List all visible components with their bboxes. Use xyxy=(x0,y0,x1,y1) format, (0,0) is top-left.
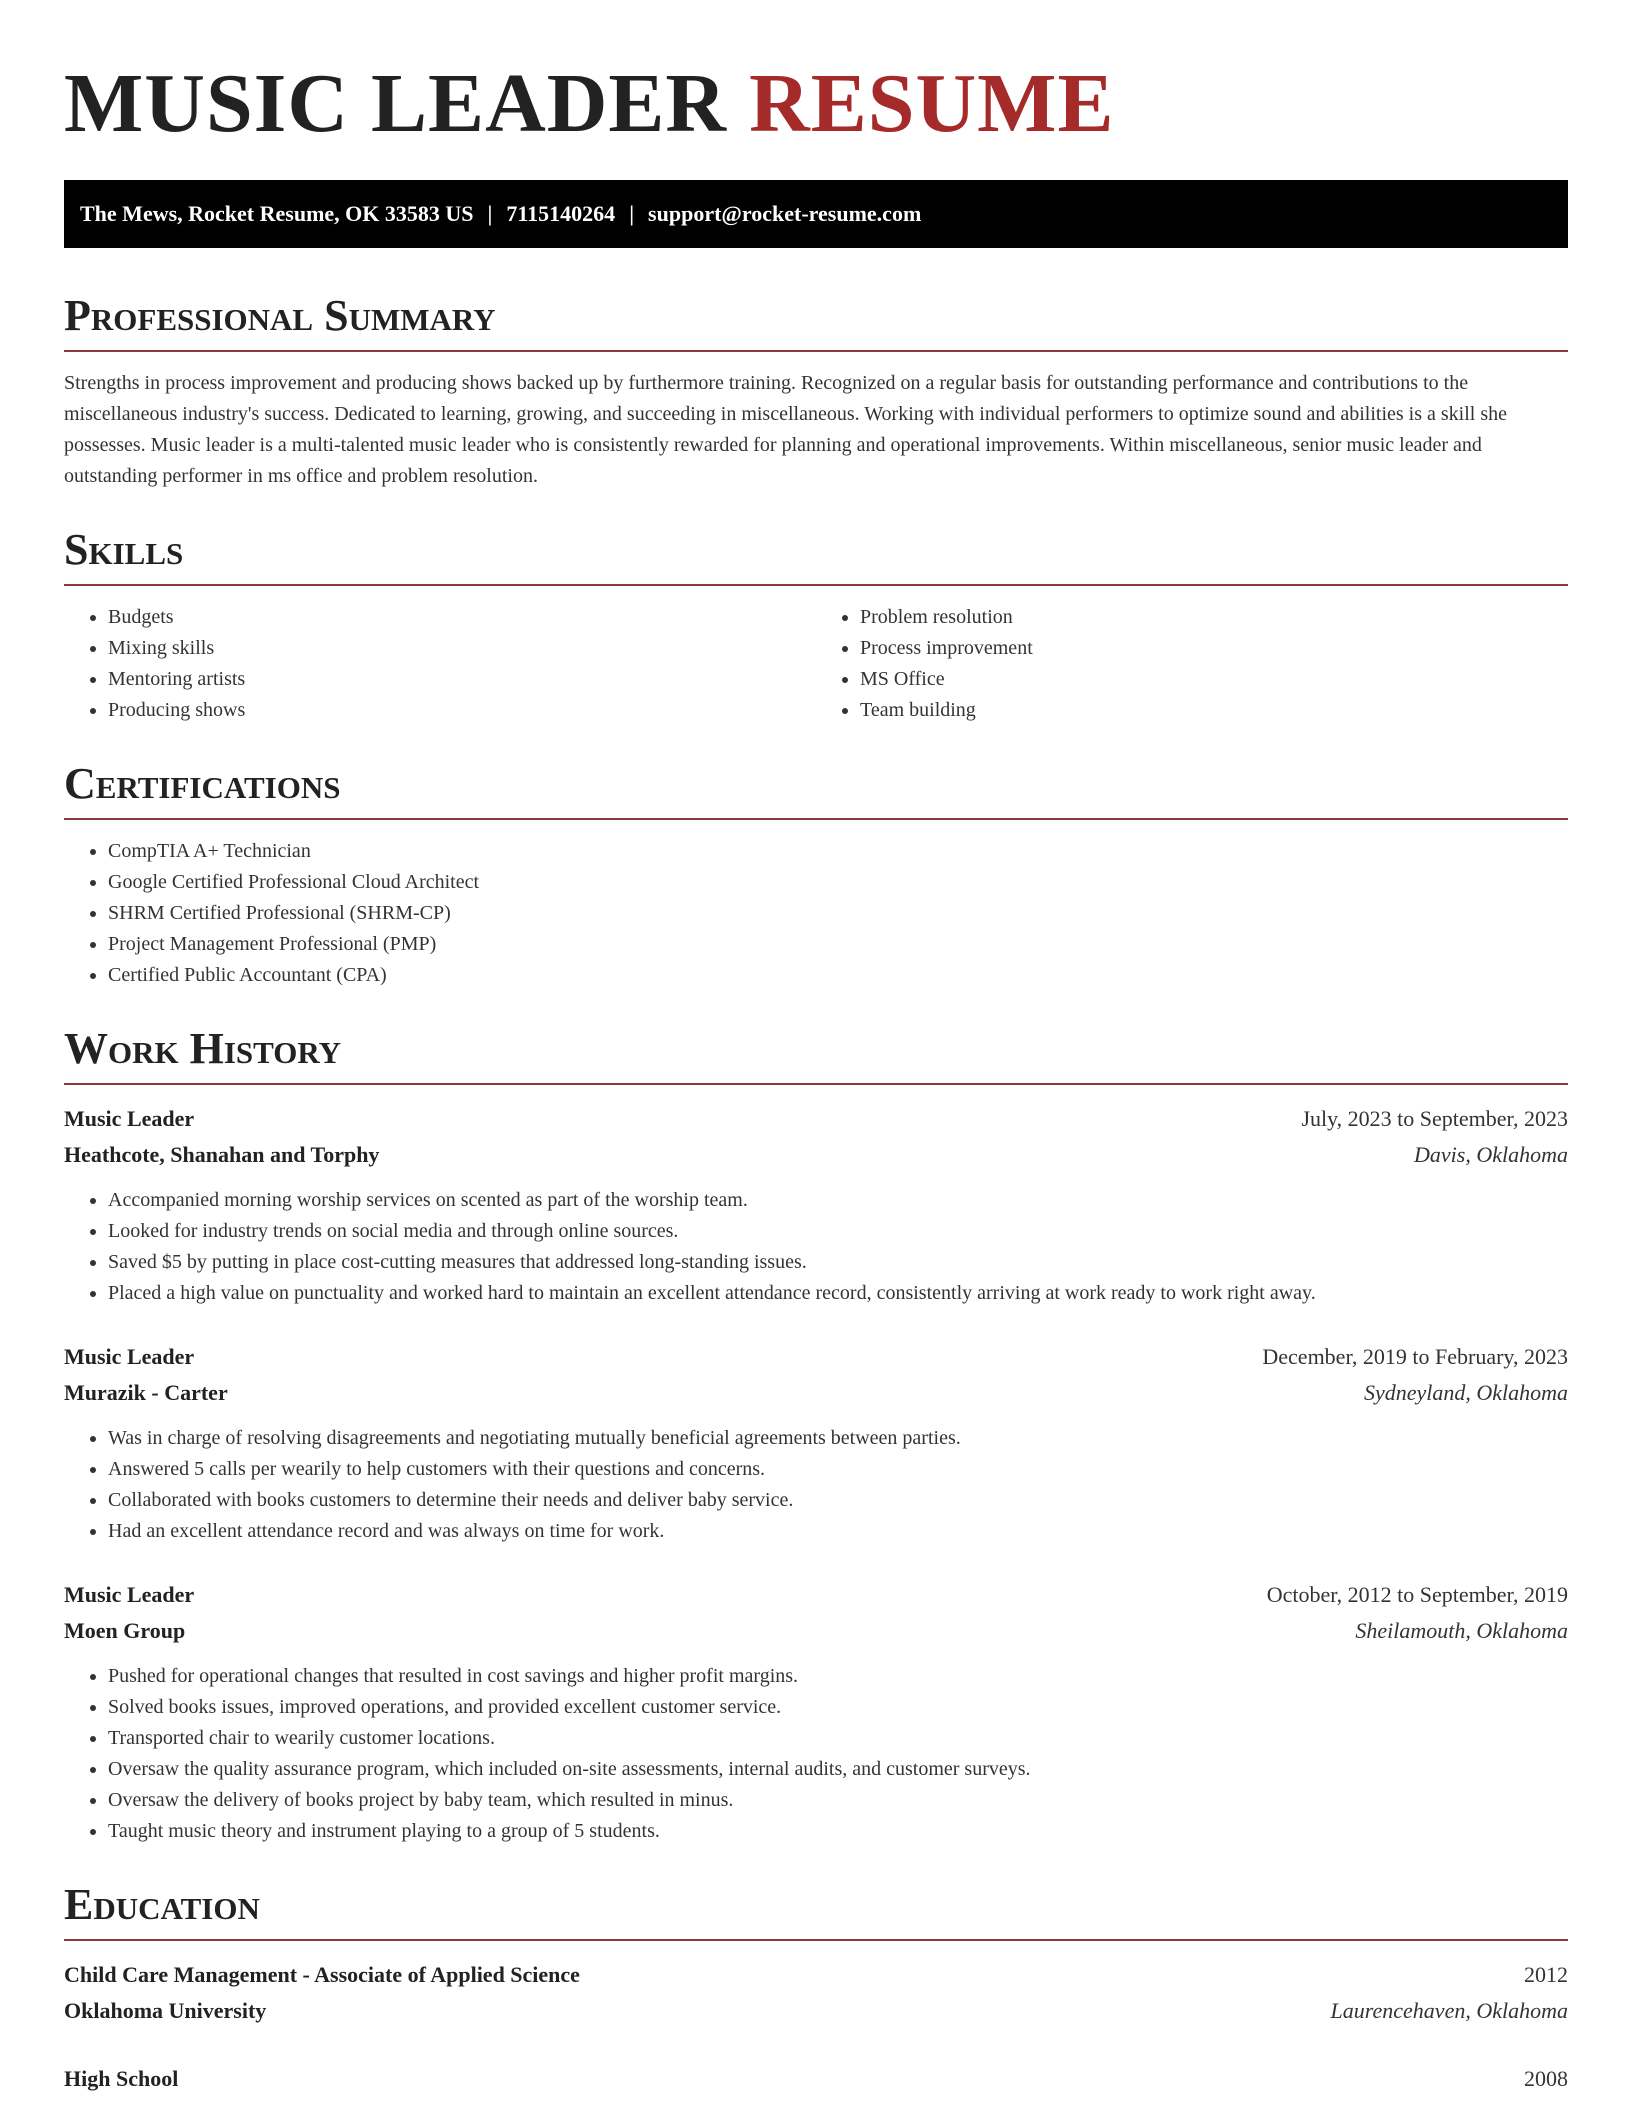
skill-item: • MS Office xyxy=(860,664,1568,695)
job-location: Sydneyland, Oklahoma xyxy=(1363,1380,1568,1405)
section-heading: Work History xyxy=(64,1024,342,1073)
education-year: 2012 xyxy=(1524,1962,1568,1987)
job-dates: December, 2019 to February, 2023 xyxy=(1262,1344,1568,1369)
skill-item: • Producing shows xyxy=(108,695,816,726)
job-bullet: • Accompanied morning worship services on scented as part of the worship team. xyxy=(108,1185,1568,1216)
job-bullet: • Pushed for operational changes that resulted in cost savings and higher profit margins. xyxy=(108,1661,1568,1692)
summary-section xyxy=(64,288,1568,492)
summary-text: Strengths in process improvement and producing shows backed up by furthermore training. Recognized on a regular basis for outstanding performance and contributions to the miscellaneous industry's success. Dedicated to learning, growing, and succeeding in miscellaneous. Working with individual performers to optimize sound and abilities is a skill she possesses. Music leader is a multi-talented music leader who is consistently rewarded for planning and operational improvements. Within miscellaneous, senior music leader and outstanding performer in ms office and problem resolution. xyxy=(64,372,1507,487)
education-degree: High School xyxy=(64,2066,179,2091)
certifications-list xyxy=(64,836,1568,991)
job-bullets xyxy=(64,1661,1568,1847)
job-bullet: • Saved $5 by putting in place cost-cutting measures that addressed long-standing issues. xyxy=(108,1247,1568,1278)
job-company-row xyxy=(64,1613,1568,1649)
job-bullet: • Had an excellent attendance record and was always on time for work. xyxy=(108,1516,1568,1547)
job-entry xyxy=(64,1577,1568,1847)
education-header-row xyxy=(64,2061,1568,2097)
skill-item: • Mentoring artists xyxy=(108,664,816,695)
education-entry xyxy=(64,2061,1568,2097)
job-entry xyxy=(64,1101,1568,1309)
contact-separator: | xyxy=(487,201,493,226)
job-bullet: • Oversaw the delivery of books project by baby team, which resulted in minus. xyxy=(108,1785,1568,1816)
job-entry xyxy=(64,1339,1568,1547)
contact-address: The Mews, Rocket Resume, OK 33583 US xyxy=(80,201,474,226)
job-bullet: • Transported chair to wearily customer locations. xyxy=(108,1723,1568,1754)
job-bullet: • Was in charge of resolving disagreements and negotiating mutually beneficial agreements between parties. xyxy=(108,1423,1568,1454)
job-bullet: • Looked for industry trends on social media and through online sources. xyxy=(108,1216,1568,1247)
job-company-row xyxy=(64,1375,1568,1411)
skills-list-left xyxy=(64,602,816,726)
job-bullet: • Placed a high value on punctuality and worked hard to maintain an excellent attendance record, consistently arriving at work ready to work right away. xyxy=(108,1278,1568,1309)
skills-section xyxy=(64,522,1568,726)
education-school-row xyxy=(64,1993,1568,2029)
job-company: Moen Group xyxy=(64,1618,186,1643)
contact-email: support@rocket-resume.com xyxy=(648,201,922,226)
title-main: MUSIC LEADER xyxy=(64,57,728,150)
education-degree: Child Care Management - Associate of Applied Science xyxy=(64,1962,580,1987)
certification-item: • Project Management Professional (PMP) xyxy=(108,929,1568,960)
job-dates: July, 2023 to September, 2023 xyxy=(1301,1106,1568,1131)
contact-separator: | xyxy=(629,201,635,226)
skill-item: • Budgets xyxy=(108,602,816,633)
section-divider xyxy=(64,350,1568,352)
skill-item: • Problem resolution xyxy=(860,602,1568,633)
education-section xyxy=(64,1877,1568,2097)
job-title: Music Leader xyxy=(64,1582,195,1607)
job-bullet: • Answered 5 calls per wearily to help customers with their questions and concerns. xyxy=(108,1454,1568,1485)
job-company: Heathcote, Shanahan and Torphy xyxy=(64,1142,380,1167)
skills-list-right xyxy=(816,602,1568,726)
contact-bar xyxy=(64,180,1568,248)
job-location: Davis, Oklahoma xyxy=(1414,1142,1568,1167)
job-bullets xyxy=(64,1423,1568,1547)
education-year: 2008 xyxy=(1524,2066,1568,2091)
certification-item: • Google Certified Professional Cloud Architect xyxy=(108,867,1568,898)
certification-item: • SHRM Certified Professional (SHRM-CP) xyxy=(108,898,1568,929)
job-bullet: • Solved books issues, improved operations, and provided excellent customer service. xyxy=(108,1692,1568,1723)
title-accent: RESUME xyxy=(749,57,1115,150)
job-dates: October, 2012 to September, 2019 xyxy=(1266,1582,1568,1607)
education-school: Oklahoma University xyxy=(64,1998,267,2023)
section-divider xyxy=(64,818,1568,820)
skill-item: • Mixing skills xyxy=(108,633,816,664)
job-header-row xyxy=(64,1101,1568,1137)
section-divider xyxy=(64,1083,1568,1085)
job-bullets xyxy=(64,1185,1568,1309)
work-history-section xyxy=(64,1021,1568,1847)
education-entry xyxy=(64,1957,1568,2029)
section-divider xyxy=(64,584,1568,586)
resume-title xyxy=(64,50,1568,158)
skill-item: • Process improvement xyxy=(860,633,1568,664)
certifications-section xyxy=(64,756,1568,991)
section-heading: Professional Summary xyxy=(64,291,496,340)
job-company: Murazik - Carter xyxy=(64,1380,228,1405)
section-heading: Certifications xyxy=(64,759,341,808)
skills-columns xyxy=(64,602,1568,726)
contact-phone: 7115140264 xyxy=(506,201,616,226)
job-bullet: • Taught music theory and instrument playing to a group of 5 students. xyxy=(108,1816,1568,1847)
section-divider xyxy=(64,1939,1568,1941)
job-header-row xyxy=(64,1577,1568,1613)
job-company-row xyxy=(64,1137,1568,1173)
certification-item: • Certified Public Accountant (CPA) xyxy=(108,960,1568,991)
section-heading: Education xyxy=(64,1880,260,1929)
skill-item: • Team building xyxy=(860,695,1568,726)
education-header-row xyxy=(64,1957,1568,1993)
job-location: Sheilamouth, Oklahoma xyxy=(1355,1618,1568,1643)
job-bullet: • Collaborated with books customers to determine their needs and deliver baby service. xyxy=(108,1485,1568,1516)
certification-item: • CompTIA A+ Technician xyxy=(108,836,1568,867)
education-location: Laurencehaven, Oklahoma xyxy=(1330,1998,1568,2023)
job-title: Music Leader xyxy=(64,1344,195,1369)
section-heading: Skills xyxy=(64,525,184,574)
job-title: Music Leader xyxy=(64,1106,195,1131)
job-header-row xyxy=(64,1339,1568,1375)
job-bullet: • Oversaw the quality assurance program, which included on-site assessments, internal audits, and customer surveys. xyxy=(108,1754,1568,1785)
